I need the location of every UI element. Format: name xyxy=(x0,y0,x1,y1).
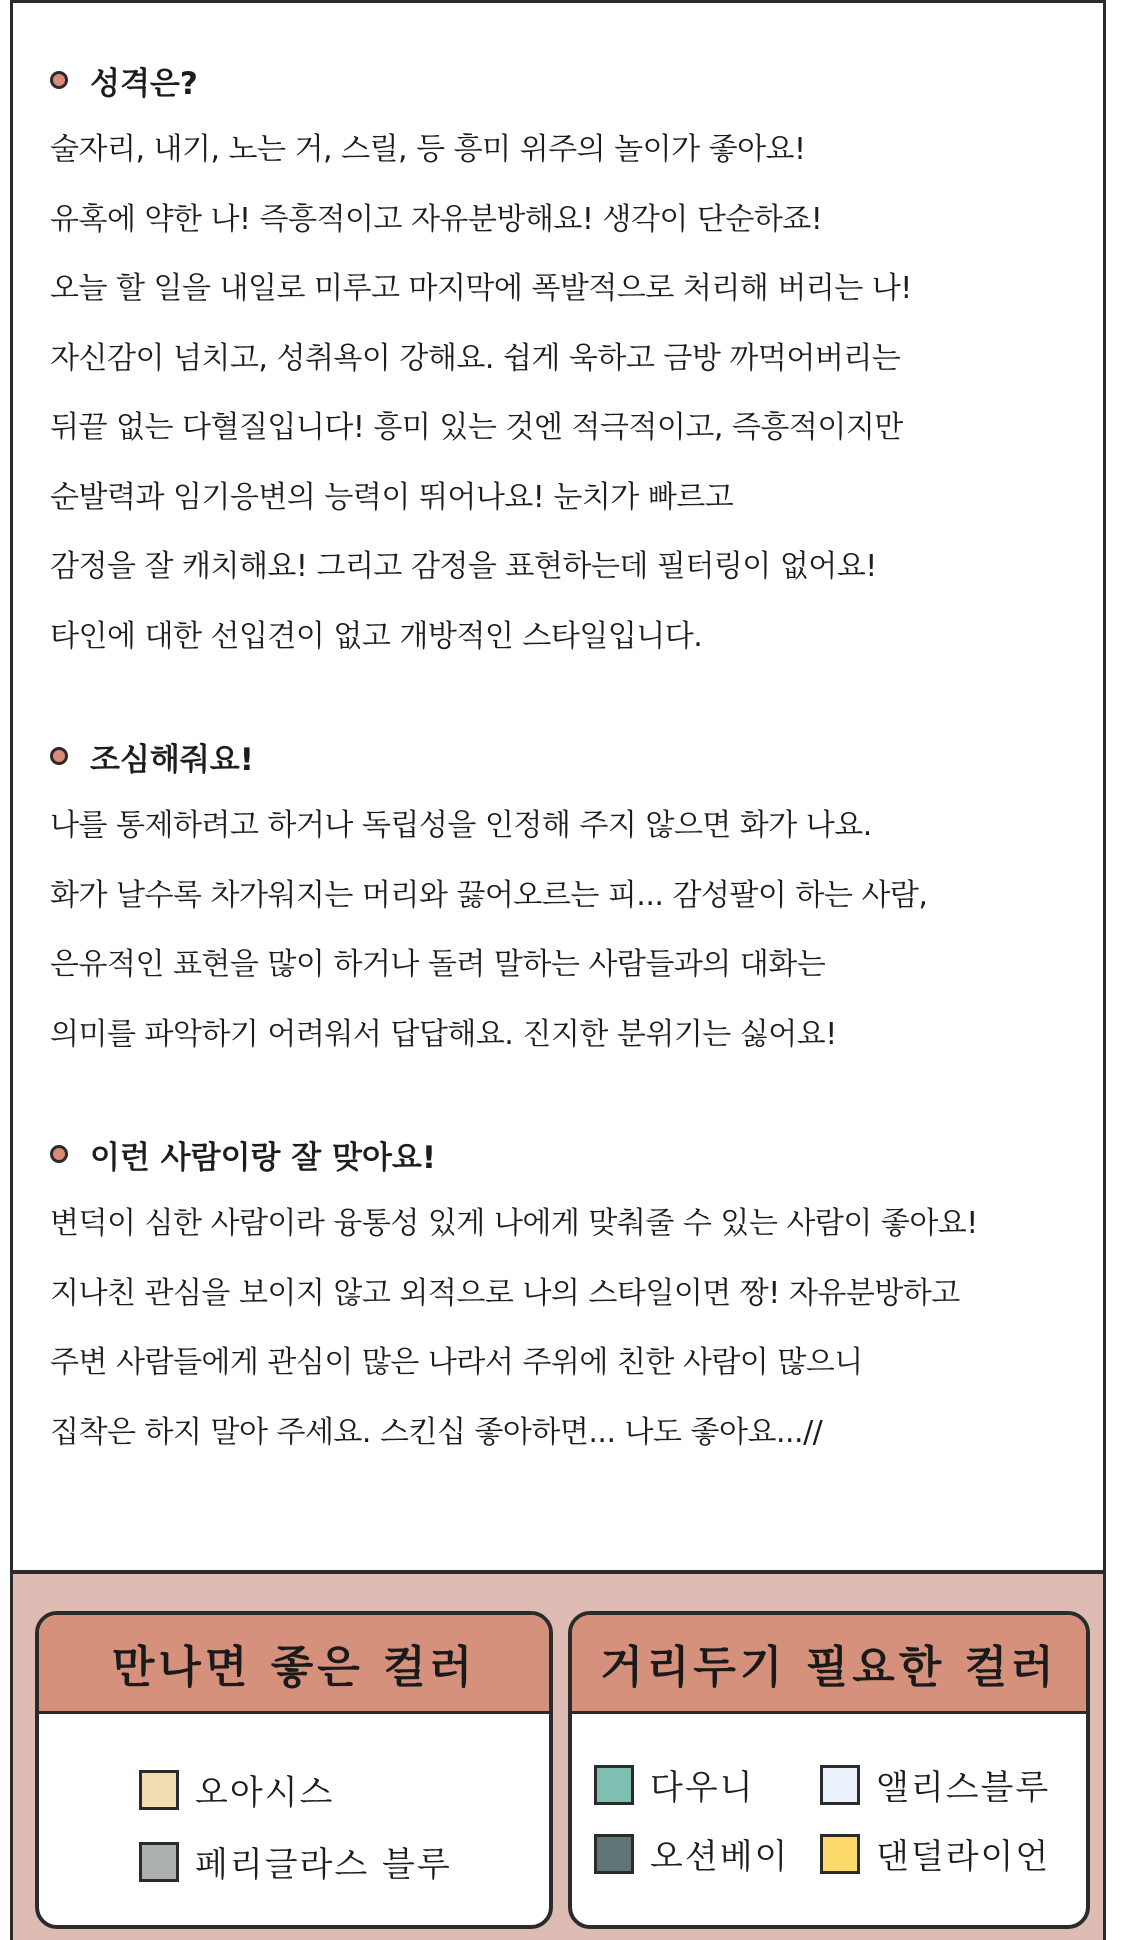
section-compatible xyxy=(50,1129,1060,1467)
bullet-dot-icon xyxy=(50,747,68,765)
color-item xyxy=(139,1837,452,1886)
text-line: 지나친 관심을 보이지 않고 외적으로 나의 스타일이면 짱! 자유분방하고 xyxy=(50,1275,960,1311)
text-line: 의미를 파악하기 어려워서 답답해요. 진지한 분위기는 싫어요! xyxy=(50,1016,837,1052)
section-title xyxy=(50,55,1060,105)
text-line: 자신감이 넘치고, 성취욕이 강해요. 쉽게 욱하고 금방 까먹어버리는 xyxy=(50,340,901,376)
text-line: 나를 통제하려고 하거나 독립성을 인정해 주지 않으면 화가 나요. xyxy=(50,808,872,843)
text-line: 주변 사람들에게 관심이 많은 나라서 주위에 친한 사람이 많으니 xyxy=(50,1345,863,1380)
color-item xyxy=(139,1765,334,1814)
color-name: 오션베이 xyxy=(650,1837,790,1877)
text-line: 은유적인 표현을 많이 하거나 돌려 말하는 사람들과의 대화는 xyxy=(50,947,826,982)
text-line: 유혹에 약한 나! 즉흥적이고 자유분방해요! 생각이 단순하죠! xyxy=(50,201,823,237)
color-swatch xyxy=(594,1765,634,1805)
good-colors-title: 만나면 좋은 컬러 xyxy=(39,1615,549,1714)
color-name: 다우니 xyxy=(650,1768,755,1808)
good-colors-card xyxy=(35,1611,553,1929)
section-caution xyxy=(50,731,1060,1069)
color-item xyxy=(820,1760,1050,1809)
bullet-dot-icon xyxy=(50,71,68,89)
text-line: 타인에 대한 선입견이 없고 개방적인 스타일입니다. xyxy=(50,618,703,654)
color-name: 앨리스블루 xyxy=(876,1768,1051,1808)
text-line: 집착은 하지 말아 주세요. 스킨십 좋아하면... 나도 좋아요...// xyxy=(50,1414,823,1450)
text-line: 감정을 잘 캐치해요! 그리고 감정을 표현하는데 필터링이 없어요! xyxy=(50,549,877,584)
color-name: 페리글라스 블루 xyxy=(195,1845,452,1885)
color-item xyxy=(820,1829,1050,1878)
text-line: 오늘 할 일을 내일로 미루고 마지막에 폭발적으로 처리해 버리는 나! xyxy=(50,271,912,306)
text-line: 뒤끝 없는 다혈질입니다! 흥미 있는 것엔 적극적이고, 즉흥적이지만 xyxy=(50,410,903,445)
avoid-colors-title: 거리두기 필요한 컬러 xyxy=(572,1615,1086,1714)
section-title xyxy=(50,731,1060,781)
color-swatch xyxy=(820,1834,860,1874)
section-title-text: 이런 사람이랑 잘 맞아요! xyxy=(90,1139,436,1176)
section-personality xyxy=(50,55,1060,671)
color-swatch xyxy=(820,1765,860,1805)
color-swatch xyxy=(594,1834,634,1874)
text-line: 변덕이 심한 사람이라 융통성 있게 나에게 맞춰줄 수 있는 사람이 좋아요! xyxy=(50,1206,978,1241)
color-item xyxy=(594,1829,789,1878)
avoid-colors-card xyxy=(568,1611,1090,1929)
text-line: 화가 날수록 차가워지는 머리와 끓어오르는 피... 감성팔이 하는 사람, xyxy=(50,877,928,913)
section-title-text: 조심해줘요! xyxy=(90,741,254,778)
color-panel xyxy=(10,1570,1106,1940)
color-name: 오아시스 xyxy=(195,1773,335,1813)
section-title-text: 성격은? xyxy=(90,65,198,102)
text-line: 순발력과 임기응변의 능력이 뛰어나요! 눈치가 빠르고 xyxy=(50,479,734,515)
bullet-dot-icon xyxy=(50,1145,68,1163)
color-swatch xyxy=(139,1770,179,1810)
color-item xyxy=(594,1760,755,1809)
color-swatch xyxy=(139,1842,179,1882)
section-title xyxy=(50,1129,1060,1179)
color-name: 댄덜라이언 xyxy=(876,1837,1051,1877)
content-area xyxy=(50,55,1060,1527)
text-line: 술자리, 내기, 노는 거, 스릴, 등 흥미 위주의 놀이가 좋아요! xyxy=(50,132,806,167)
